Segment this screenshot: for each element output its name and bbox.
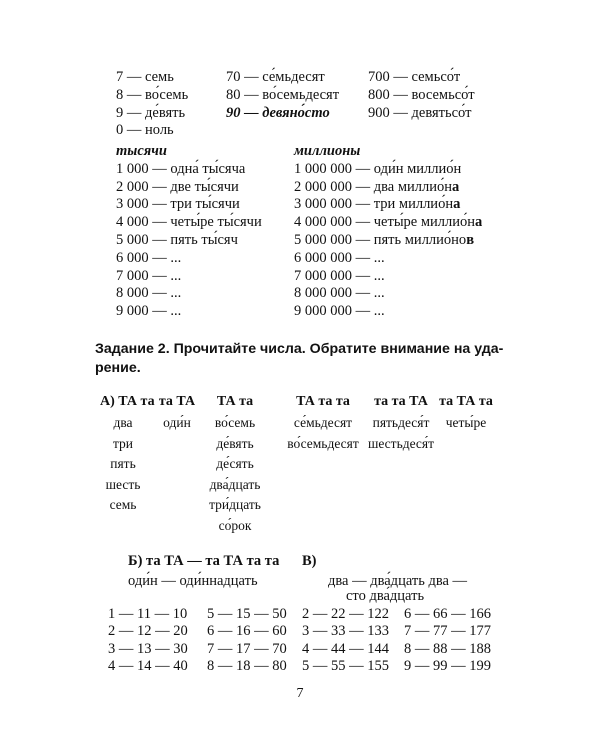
section-v-example-1: два — два́дцать два — <box>328 573 468 589</box>
number-row-highlight: 90 — девяно́сто <box>226 104 330 121</box>
millions-header: миллионы <box>294 143 361 159</box>
stress-header: ТА та <box>216 394 254 409</box>
million-row: 4 000 000 — четы́ре миллио́на <box>294 214 483 231</box>
stress-header: ТА та та <box>296 394 350 409</box>
page-number: 7 <box>296 686 304 701</box>
stress-word: пятьдеся́т <box>372 415 430 430</box>
stress-word: два́дцать <box>209 476 261 492</box>
section-b-example: оди́н — оди́ннадцать <box>128 573 258 589</box>
number-row: 80 — во́семьдесят <box>226 86 340 103</box>
number-row: 0 — ноль <box>116 122 174 139</box>
section-v-col2 <box>404 606 491 675</box>
stress-word: се́мьдесят <box>293 415 353 430</box>
number-sequence: 4 — 14 — 40 <box>108 657 188 674</box>
thousand-row: 9 000 — ... <box>116 303 182 320</box>
number-row: 7 — семь <box>116 69 174 85</box>
tens-column <box>226 69 339 122</box>
number-row: 9 — де́вять <box>116 104 186 121</box>
hundreds-column <box>368 69 475 122</box>
million-row: 1 000 000 — оди́н миллио́н <box>294 160 462 177</box>
thousands-header: тысячи <box>116 143 167 159</box>
stress-word: три́дцать <box>209 497 261 512</box>
number-sequence: 7 — 17 — 70 <box>207 640 287 657</box>
number-sequence: 2 — 12 — 20 <box>108 623 188 640</box>
number-row: 8 — во́семь <box>116 86 189 103</box>
million-row: 3 000 000 — три миллио́на <box>294 196 461 213</box>
million-row: 2 000 000 — два миллио́на <box>294 178 460 195</box>
number-sequence: 2 — 22 — 122 <box>302 606 389 622</box>
stress-word: де́сять <box>216 456 254 471</box>
thousand-row: 8 000 — ... <box>116 285 182 302</box>
section-b-col1 <box>108 606 188 675</box>
stress-header: та ТА <box>158 394 196 409</box>
thousand-row: 5 000 — пять ты́сяч <box>116 231 238 248</box>
section-b-col2 <box>207 606 287 675</box>
million-row: 8 000 000 — ... <box>294 285 385 302</box>
million-row: 5 000 000 — пять миллио́нов <box>294 231 475 248</box>
million-row: 7 000 000 — ... <box>294 267 385 284</box>
stress-word: во́семьдесят <box>287 435 359 451</box>
number-sequence: 5 — 15 — 50 <box>207 606 287 622</box>
number-sequence: 6 — 66 — 166 <box>404 606 491 622</box>
million-row: 6 000 000 — ... <box>294 249 385 266</box>
stress-word: два <box>113 415 133 430</box>
number-sequence: 8 — 18 — 80 <box>207 657 287 674</box>
section-b-header: Б) та ТА — та ТА та та <box>128 553 280 569</box>
thousands-column <box>116 143 262 321</box>
millions-column <box>294 143 482 321</box>
number-sequence: 4 — 44 — 144 <box>302 640 389 657</box>
number-row: 700 — семьсо́т <box>368 69 461 85</box>
stress-word: четы́ре <box>445 415 487 430</box>
million-row: 9 000 000 — ... <box>294 303 385 320</box>
number-sequence: 6 — 16 — 60 <box>207 623 287 640</box>
stress-column-d <box>279 391 367 454</box>
stress-word: семь <box>109 497 137 512</box>
stress-word: де́вять <box>216 435 254 451</box>
number-sequence: 9 — 99 — 199 <box>404 657 491 674</box>
thousand-row: 1 000 — одна́ ты́сяча <box>116 160 246 177</box>
stress-word: оди́н <box>163 415 191 430</box>
thousand-row: 6 000 — ... <box>116 249 182 266</box>
stress-column-b <box>152 391 202 434</box>
stress-word: шесть <box>105 476 141 492</box>
thousand-row: 3 000 — три ты́сячи <box>116 196 240 213</box>
number-row: 900 — девятьсо́т <box>368 104 472 121</box>
section-v-col1 <box>302 606 389 675</box>
units-column <box>116 69 188 140</box>
number-sequence: 5 — 55 — 155 <box>302 657 389 674</box>
stress-column-c <box>207 391 263 536</box>
stress-word: шестьдеся́т <box>367 435 435 451</box>
thousand-row: 2 000 — две ты́сячи <box>116 178 239 195</box>
number-sequence: 1 — 11 — 10 <box>108 606 188 622</box>
stress-word: во́семь <box>214 415 256 430</box>
stress-word: три <box>112 435 134 451</box>
number-sequence: 8 — 88 — 188 <box>404 640 491 657</box>
stress-header: та ТА та <box>439 394 493 409</box>
task-title: Задание 2. Прочитайте числа. Обратите внимание на ударение. <box>95 341 504 376</box>
thousand-row: 4 000 — четы́ре ты́сячи <box>116 214 262 231</box>
number-row: 70 — се́мьдесят <box>226 69 325 85</box>
number-sequence: 3 — 33 — 133 <box>302 623 389 640</box>
stress-word: пять <box>110 456 136 471</box>
stress-column-e <box>363 391 439 454</box>
stress-header: та та ТА <box>374 394 428 409</box>
stress-column-a <box>100 391 155 516</box>
section-v-example-2: сто два́дцать <box>346 588 425 604</box>
number-row: 800 — восемьсо́т <box>368 86 475 103</box>
stress-header: А) ТА та <box>100 394 155 409</box>
section-v-header: В) <box>302 553 317 569</box>
stress-column-f <box>433 391 499 434</box>
number-sequence: 7 — 77 — 177 <box>404 623 491 640</box>
thousand-row: 7 000 — ... <box>116 267 182 284</box>
stress-word: со́рок <box>218 517 252 533</box>
number-sequence: 3 — 13 — 30 <box>108 640 188 657</box>
